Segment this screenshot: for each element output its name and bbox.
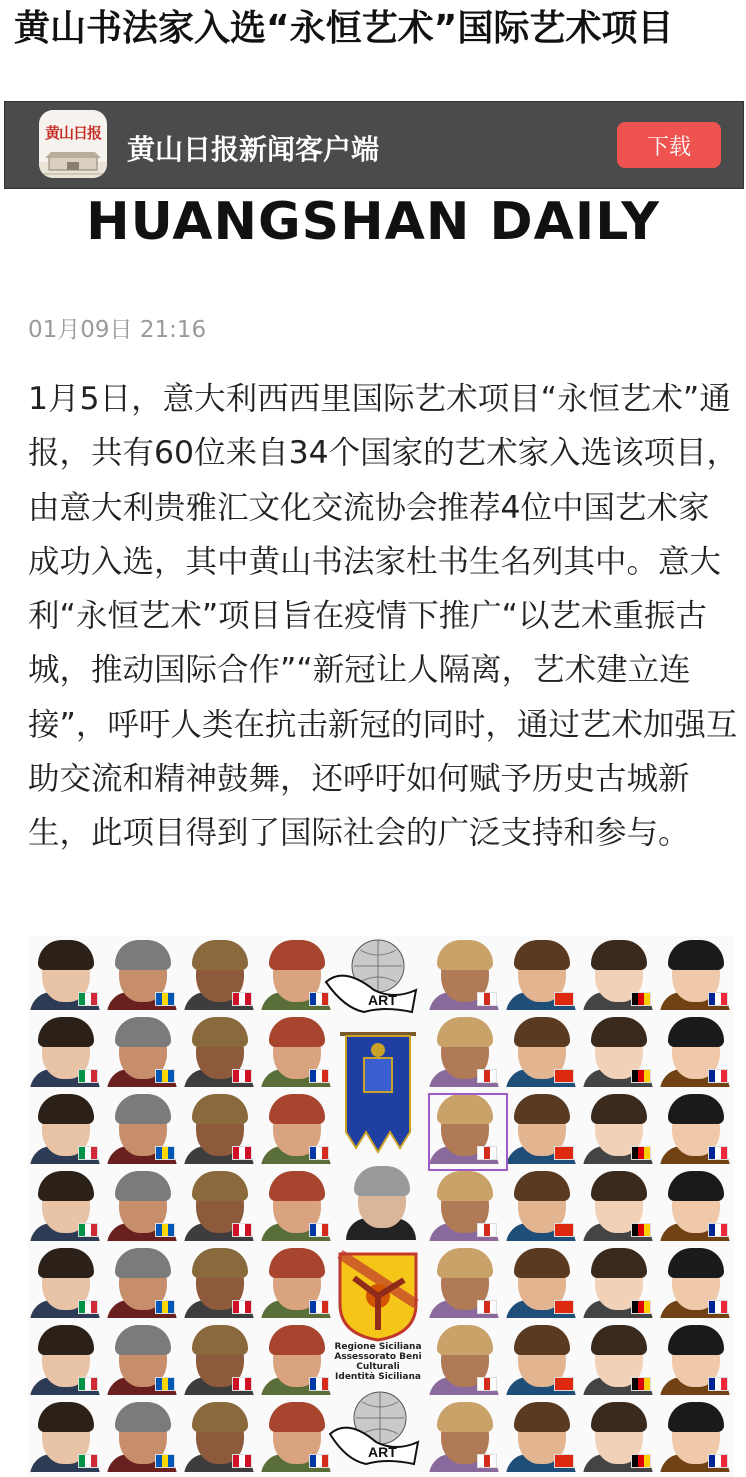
- art-globe-emblem-bottom: [328, 1388, 422, 1474]
- portrait-hair: [269, 1325, 325, 1355]
- trinacria-icon: [334, 1250, 422, 1342]
- artist-portrait: [581, 1090, 655, 1164]
- country-flag-icon: [78, 1146, 98, 1160]
- artist-portrait: [105, 1398, 179, 1472]
- country-flag-icon: [78, 1069, 98, 1083]
- portrait-hair: [192, 940, 248, 970]
- country-flag-icon: [631, 1377, 651, 1391]
- portrait-hair: [668, 1402, 724, 1432]
- region-label: [332, 1342, 424, 1382]
- portrait-hair: [115, 940, 171, 970]
- portrait-hair: [514, 1325, 570, 1355]
- article-headline: 黄山书法家入选“永恒艺术”国际艺术项目: [14, 8, 674, 49]
- portrait-hair: [269, 1017, 325, 1047]
- portrait-hair: [38, 1325, 94, 1355]
- artist-portrait: [427, 1013, 501, 1087]
- portrait-hair: [115, 1094, 171, 1124]
- portrait-hair: [115, 1325, 171, 1355]
- artist-portrait: [28, 1321, 102, 1395]
- portrait-hair: [192, 1325, 248, 1355]
- artist-portrait: [105, 1321, 179, 1395]
- portrait-hair: [591, 940, 647, 970]
- country-flag-icon: [708, 1069, 728, 1083]
- country-flag-icon: [631, 1454, 651, 1468]
- country-flag-icon: [554, 1454, 574, 1468]
- artist-portrait: [105, 1167, 179, 1241]
- country-flag-icon: [477, 1377, 497, 1391]
- artist-portrait: [182, 1244, 256, 1318]
- country-flag-icon: [232, 1377, 252, 1391]
- country-flag-icon: [554, 992, 574, 1006]
- portrait-hair: [591, 1325, 647, 1355]
- artist-portrait: [427, 1321, 501, 1395]
- portrait-hair: [668, 1171, 724, 1201]
- highlighted-portrait-frame: [428, 1093, 508, 1171]
- country-flag-icon: [155, 1377, 175, 1391]
- country-flag-icon: [708, 1300, 728, 1314]
- artist-portrait: [28, 1167, 102, 1241]
- country-flag-icon: [631, 992, 651, 1006]
- country-flag-icon: [477, 1300, 497, 1314]
- app-name: 黄山日报新闻客户端: [127, 133, 380, 166]
- artist-portrait: [28, 1398, 102, 1472]
- country-flag-icon: [309, 1300, 329, 1314]
- portrait-hair: [269, 1248, 325, 1278]
- artist-portrait: [182, 1013, 256, 1087]
- artist-portrait: [581, 1167, 655, 1241]
- country-flag-icon: [554, 1069, 574, 1083]
- artist-portrait: [28, 1013, 102, 1087]
- globe-icon-bottom: [328, 1388, 422, 1474]
- country-flag-icon: [232, 1069, 252, 1083]
- artist-portrait: [28, 936, 102, 1010]
- portrait-hair: [38, 1248, 94, 1278]
- portrait-hair: [115, 1248, 171, 1278]
- artist-portrait: [427, 1167, 501, 1241]
- artist-portrait: [504, 1321, 578, 1395]
- artists-collage-image[interactable]: [28, 936, 734, 1477]
- portrait-hair: [514, 1402, 570, 1432]
- portrait-hair: [115, 1171, 171, 1201]
- country-flag-icon: [232, 1146, 252, 1160]
- country-flag-icon: [554, 1300, 574, 1314]
- country-flag-icon: [309, 1069, 329, 1083]
- region-label-line-1: Regione Siciliana: [334, 1342, 422, 1352]
- portrait-hair: [437, 1171, 493, 1201]
- gonfalon-banner-emblem: [338, 1028, 418, 1160]
- app-logo-calligraphy: 黄山日报: [44, 124, 101, 142]
- country-flag-icon: [477, 1223, 497, 1237]
- portrait-hair: [591, 1171, 647, 1201]
- portrait-hair: [115, 1017, 171, 1047]
- country-flag-icon: [554, 1377, 574, 1391]
- artist-portrait: [105, 936, 179, 1010]
- country-flag-icon: [309, 1454, 329, 1468]
- artist-portrait: [259, 1167, 333, 1241]
- city-gate-icon: [39, 148, 107, 178]
- artist-portrait: [427, 936, 501, 1010]
- artist-portrait: [182, 936, 256, 1010]
- country-flag-icon: [554, 1146, 574, 1160]
- portrait-hair: [192, 1248, 248, 1278]
- country-flag-icon: [78, 1454, 98, 1468]
- artist-portrait: [182, 1321, 256, 1395]
- artist-portrait: [259, 1398, 333, 1472]
- portrait-hair: [668, 1248, 724, 1278]
- portrait-hair: [269, 940, 325, 970]
- portrait-hair: [269, 1094, 325, 1124]
- region-label-line-3: Identità Siciliana: [335, 1372, 421, 1382]
- portrait-hair: [514, 1017, 570, 1047]
- artist-portrait: [581, 1013, 655, 1087]
- globe-icon: [324, 936, 422, 1022]
- article-body: 1月5日，意大利西西里国际艺术项目“永恒艺术”通报，共有60位来自34个国家的艺术家入选该项目，由意大利贵雅汇文化交流协会推荐4位中国艺术家成功入选，其中黄山书法家杜书生名列其中。意大利“永恒艺术”项目旨在疫情下推广“以艺术重振古城，推动国际合作”“新冠让人隔离，艺术建立连接”，呼吁人类在抗击新冠的同时，通过艺术加强互助交流和精神鼓舞，还呼吁如何赋予历史古城新生，此项目得到了国际社会的广泛支持和参与。: [28, 381, 739, 852]
- artist-portrait: [105, 1013, 179, 1087]
- artist-portrait: [658, 1090, 732, 1164]
- artist-portrait: [182, 1398, 256, 1472]
- portrait-hair: [514, 1171, 570, 1201]
- portrait-hair: [269, 1402, 325, 1432]
- country-flag-icon: [708, 1377, 728, 1391]
- country-flag-icon: [708, 1454, 728, 1468]
- portrait-hair: [668, 1094, 724, 1124]
- portrait-hair: [192, 1094, 248, 1124]
- artist-portrait: [581, 1398, 655, 1472]
- portrait-hair: [437, 1248, 493, 1278]
- portrait-hair: [591, 1017, 647, 1047]
- country-flag-icon: [232, 1300, 252, 1314]
- portrait-hair: [668, 1017, 724, 1047]
- country-flag-icon: [155, 1146, 175, 1160]
- country-flag-icon: [78, 1377, 98, 1391]
- country-flag-icon: [631, 1069, 651, 1083]
- country-flag-icon: [155, 992, 175, 1006]
- portrait-hair: [514, 1094, 570, 1124]
- country-flag-icon: [78, 1223, 98, 1237]
- country-flag-icon: [631, 1146, 651, 1160]
- artist-portrait: [504, 936, 578, 1010]
- region-label-line-2: Assessorato Beni Culturali: [334, 1352, 422, 1372]
- portrait-hair: [668, 940, 724, 970]
- portrait-hair: [591, 1402, 647, 1432]
- artist-portrait: [504, 1244, 578, 1318]
- country-flag-icon: [78, 1300, 98, 1314]
- portrait-hair: [192, 1402, 248, 1432]
- artist-portrait: [182, 1167, 256, 1241]
- artist-portrait: [28, 1244, 102, 1318]
- country-flag-icon: [155, 1223, 175, 1237]
- portrait-hair: [192, 1171, 248, 1201]
- country-flag-icon: [554, 1223, 574, 1237]
- app-logo: [39, 110, 107, 178]
- country-flag-icon: [477, 992, 497, 1006]
- download-button[interactable]: 下载: [617, 122, 721, 168]
- sicily-trinacria-emblem: [334, 1250, 422, 1382]
- portrait-hair: [437, 1402, 493, 1432]
- art-globe-emblem-top: [324, 936, 422, 1022]
- artist-portrait: [658, 1398, 732, 1472]
- artist-portrait: [105, 1244, 179, 1318]
- artist-portrait: [182, 1090, 256, 1164]
- artist-portrait: [658, 1321, 732, 1395]
- country-flag-icon: [155, 1069, 175, 1083]
- artist-portrait: [259, 936, 333, 1010]
- artist-portrait: [427, 1244, 501, 1318]
- artist-portrait: [581, 1321, 655, 1395]
- portrait-hair: [437, 940, 493, 970]
- country-flag-icon: [477, 1454, 497, 1468]
- portrait-hair: [514, 940, 570, 970]
- portrait-hair: [192, 1017, 248, 1047]
- artist-portrait: [28, 1090, 102, 1164]
- gonfalon-icon: [338, 1028, 418, 1160]
- artist-portrait: [259, 1244, 333, 1318]
- portrait-hair: [38, 940, 94, 970]
- portrait-hair: [38, 1402, 94, 1432]
- artist-portrait: [344, 1162, 424, 1242]
- portrait-hair: [115, 1402, 171, 1432]
- portrait-hair: [668, 1325, 724, 1355]
- country-flag-icon: [309, 1377, 329, 1391]
- portrait-hair: [354, 1166, 410, 1196]
- country-flag-icon: [232, 1454, 252, 1468]
- artist-portrait: [658, 1244, 732, 1318]
- publish-date: 01月09日 21:16: [28, 317, 207, 343]
- country-flag-icon: [232, 1223, 252, 1237]
- artist-portrait: [259, 1090, 333, 1164]
- artist-portrait: [581, 1244, 655, 1318]
- portrait-hair: [591, 1248, 647, 1278]
- country-flag-icon: [155, 1454, 175, 1468]
- art-logo-text-top: ART: [368, 992, 397, 1008]
- country-flag-icon: [708, 1223, 728, 1237]
- portrait-hair: [38, 1017, 94, 1047]
- portrait-hair: [38, 1094, 94, 1124]
- artist-portrait: [259, 1321, 333, 1395]
- portrait-hair: [437, 1325, 493, 1355]
- artist-portrait: [658, 1013, 732, 1087]
- artist-portrait: [658, 936, 732, 1010]
- country-flag-icon: [232, 992, 252, 1006]
- artist-portrait: [427, 1398, 501, 1472]
- portrait-hair: [269, 1171, 325, 1201]
- artist-portrait: [504, 1398, 578, 1472]
- artist-portrait: [658, 1167, 732, 1241]
- artist-portrait: [504, 1090, 578, 1164]
- country-flag-icon: [708, 1146, 728, 1160]
- country-flag-icon: [78, 992, 98, 1006]
- country-flag-icon: [309, 1223, 329, 1237]
- artist-portrait: [581, 936, 655, 1010]
- newspaper-masthead: HUANGSHAN DAILY: [86, 192, 660, 252]
- country-flag-icon: [309, 1146, 329, 1160]
- portrait-hair: [437, 1017, 493, 1047]
- art-logo-text-bottom: ART: [368, 1444, 397, 1460]
- portrait-hair: [591, 1094, 647, 1124]
- country-flag-icon: [631, 1300, 651, 1314]
- country-flag-icon: [631, 1223, 651, 1237]
- country-flag-icon: [155, 1300, 175, 1314]
- portrait-hair: [514, 1248, 570, 1278]
- artist-portrait: [105, 1090, 179, 1164]
- portrait-hair: [38, 1171, 94, 1201]
- artist-portrait: [504, 1167, 578, 1241]
- country-flag-icon: [708, 992, 728, 1006]
- artist-portrait: [259, 1013, 333, 1087]
- country-flag-icon: [477, 1069, 497, 1083]
- artist-portrait: [504, 1013, 578, 1087]
- app-download-banner[interactable]: [4, 101, 744, 189]
